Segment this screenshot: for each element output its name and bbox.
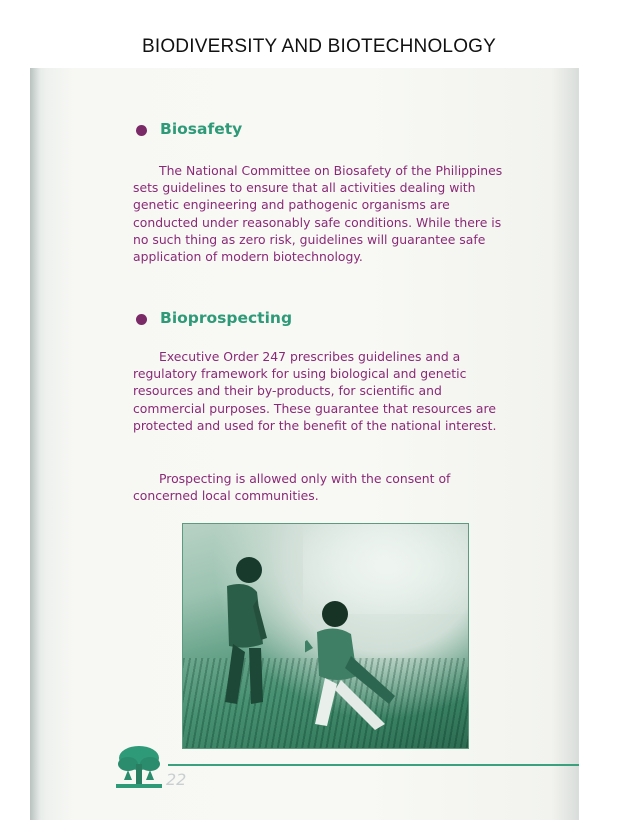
prospecting-consent-paragraph: Prospecting is allowed only with the consent of concerned local communities. [133,471,451,504]
biosafety-heading-text: Biosafety [160,120,243,138]
page-edge-shadow [30,68,40,820]
scanned-page [30,68,579,820]
bioprospecting-paragraph: Executive Order 247 prescribes guidelines and a regulatory framework for using biological and genetic resources and their by-products, for scientific and commercial purposes. These guarantee that resources are protected and used for the benefit of the national interest. [133,349,497,433]
standing-person-figure [205,552,267,712]
bioprospecting-heading-text: Bioprospecting [160,309,293,327]
bullet-dot-icon [136,125,147,136]
bullet-dot-icon [136,314,147,325]
page-number: 22 [166,770,187,789]
footer-rule [168,764,579,766]
document-title: BIODIVERSITY AND BIOTECHNOLOGY [141,36,497,57]
field-photo [182,523,469,749]
biosafety-paragraph: The National Committee on Biosafety of the Philippines sets guidelines to ensure that all activities dealing with genetic engineering and pathogenic organisms are conducted under reasonably safe conditions. While there is no such thing as zero risk, guidelines will guarantee safe application of modern biotechnology. [133,163,503,265]
tree-logo-icon [110,740,168,798]
crouching-person-figure [305,596,415,736]
